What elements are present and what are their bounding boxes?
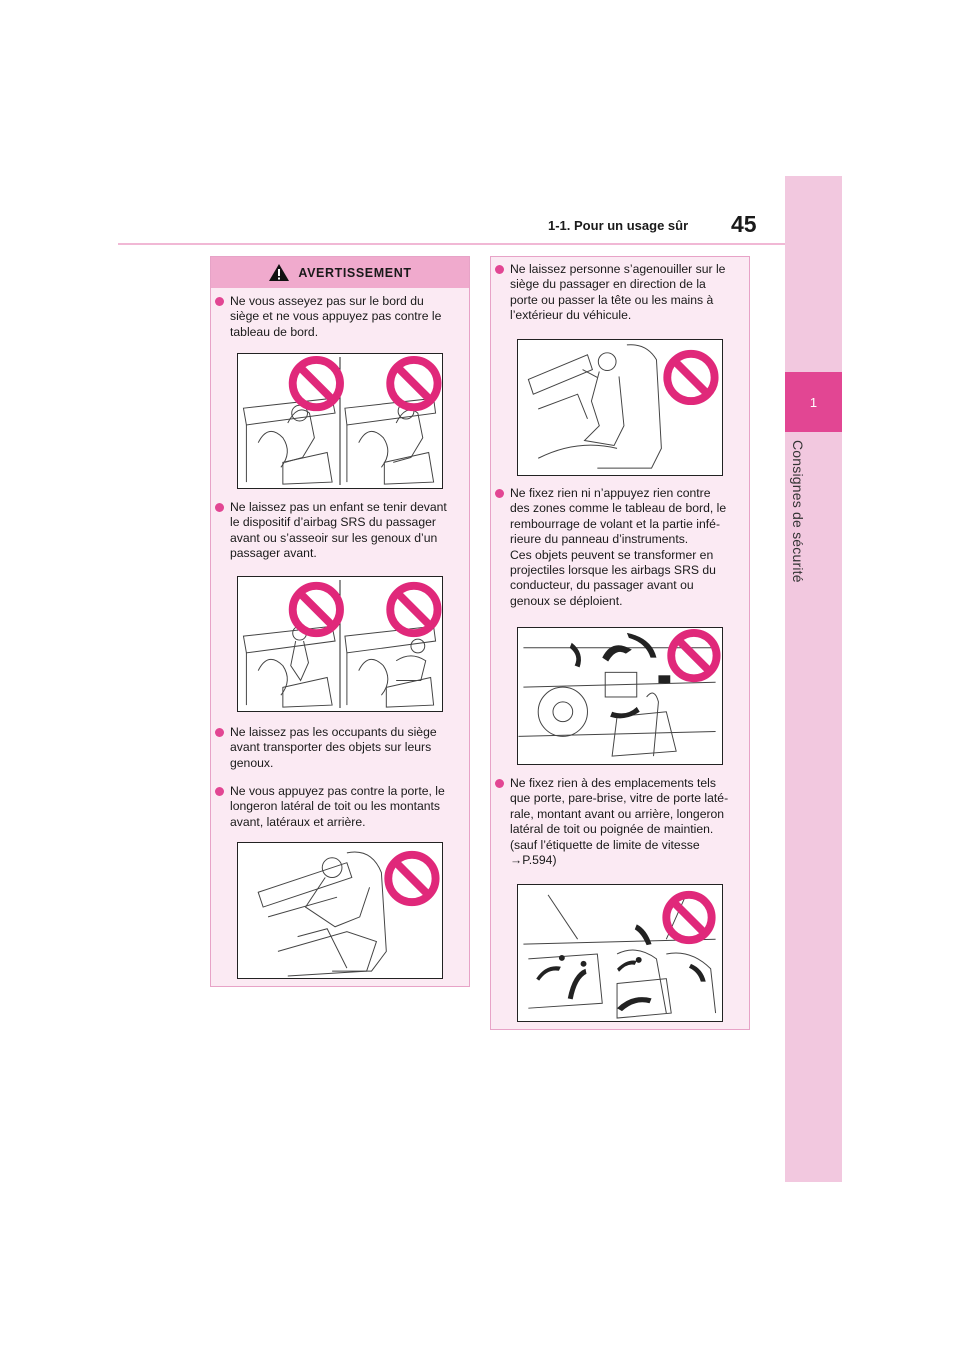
chapter-number: 1 — [785, 372, 842, 432]
warning-item: Ne laissez pas un enfant se tenir devant le dispositif d’airbag SRS du passager avant ou s’asseoir sur les genoux d’un passager avant. — [214, 500, 447, 562]
chapter-side-tab — [785, 176, 842, 1182]
warning-item: Ne fixez rien ni n’appuyez rien contre des zones comme le tableau de bord, le rembourrage de volant et la partie infé- rieure du panneau d’instruments. Ces objets peuvent se transformer en projectiles lorsque les airbags SRS du conducteur, du passager avant ou genoux se déploient. — [494, 486, 726, 609]
prohibition-icon — [388, 855, 435, 902]
illustration-objects-on-door-and-pillars — [517, 884, 723, 1022]
chapter-label: Consignes de sécurité — [790, 440, 806, 583]
warning-item: Ne laissez pas les occupants du siège avant transporter des objets sur leurs genoux. — [214, 725, 437, 771]
warning-header — [211, 257, 469, 288]
warning-item: Ne laissez personne s’agenouiller sur le siège du passager en direction de la porte ou passer la tête ou les mains à l’extérieur du véhicule. — [494, 262, 725, 324]
prohibition-icon — [390, 586, 437, 633]
warning-item: Ne vous appuyez pas contre la porte, le longeron latéral de toit ou les montants avant, latéraux et arrière. — [214, 784, 445, 830]
illustration-edge-of-seat — [237, 353, 443, 489]
warning-box-left — [210, 256, 470, 987]
prohibition-icon — [671, 633, 716, 678]
header-divider — [118, 243, 785, 245]
illustration-kneeling-on-seat — [517, 339, 723, 476]
warning-item: Ne vous asseyez pas sur le bord du siège et ne vous appuyez pas contre le tableau de bord. — [214, 294, 441, 340]
illustration-child-front-airbag — [237, 576, 443, 712]
warning-box-right — [490, 256, 750, 1030]
illustration-objects-on-dashboard — [517, 627, 723, 765]
warning-triangle-icon — [268, 263, 290, 282]
warning-item: Ne fixez rien à des emplacements tels que porte, pare-brise, vitre de porte laté- rale, montant avant ou arrière, longeron latéral de toit ou poignée de maintien. (sauf l’étiquette de limite de vitesse →P.594) — [494, 776, 728, 868]
prohibition-icon — [666, 895, 711, 940]
section-title: 1-1. Pour un usage sûr — [548, 218, 689, 233]
prohibition-icon — [667, 354, 714, 401]
prohibition-icon — [293, 586, 340, 633]
warning-title: AVERTISSEMENT — [298, 265, 412, 280]
page-number: 45 — [731, 211, 757, 237]
illustration-leaning-on-door — [237, 842, 443, 979]
